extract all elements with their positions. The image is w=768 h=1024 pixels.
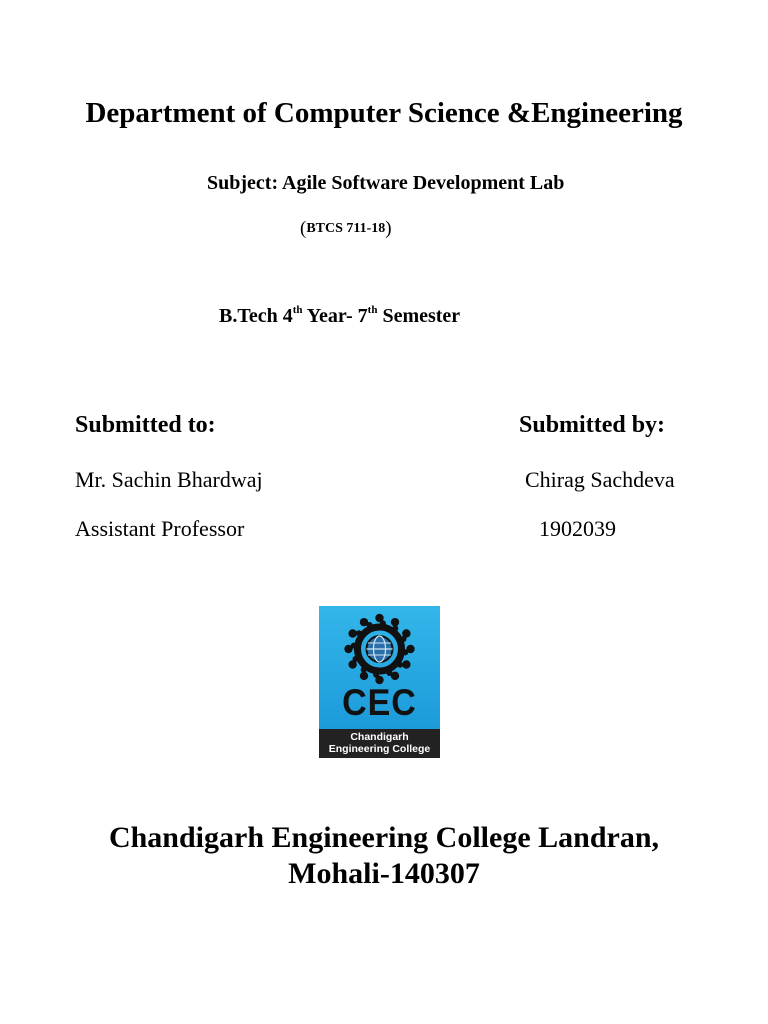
submitted-by-name: Chirag Sachdeva xyxy=(525,467,675,492)
course-code-value: BTCS 711-18 xyxy=(306,221,386,236)
logo-ring-arm xyxy=(356,630,362,636)
logo-ring-arm xyxy=(361,667,367,673)
logo-ring-arm xyxy=(352,656,358,662)
logo-ring-figure xyxy=(402,660,410,668)
college-address-line1: Chandigarh Engineering College Landran, xyxy=(108,821,660,854)
submitted-to-heading: Submitted to: xyxy=(75,412,216,438)
college-address-line2: Mohali-140307 xyxy=(288,857,480,890)
program-middle: Year- 7 xyxy=(302,305,368,327)
course-code-open-paren: ( xyxy=(300,218,307,239)
gear-ring-globe-icon xyxy=(319,606,440,686)
logo-ring-arm xyxy=(351,643,357,649)
course-code xyxy=(300,218,392,240)
program-year-sup: th xyxy=(292,304,303,316)
program-line xyxy=(219,305,460,328)
submitted-by-roll-number: 1902039 xyxy=(539,516,616,541)
logo-ring-arm xyxy=(397,662,403,668)
logo-text-line2: Engineering College xyxy=(328,743,431,755)
submitted-by-heading: Submitted by: xyxy=(519,412,666,438)
college-logo xyxy=(319,606,440,758)
program-suffix: Semester xyxy=(377,305,461,327)
submitted-to-name: Mr. Sachin Bhardwaj xyxy=(75,467,263,492)
logo-ring-figure xyxy=(348,629,356,637)
program-sem-sup: th xyxy=(367,304,378,316)
college-address xyxy=(0,820,768,892)
course-code-close-paren: ) xyxy=(385,218,392,239)
logo-ring-figure xyxy=(391,618,399,626)
logo-ring-arm xyxy=(386,670,392,676)
subject-line: Subject: Agile Software Development Lab xyxy=(207,172,565,194)
submitted-to-designation: Assistant Professor xyxy=(75,516,245,541)
logo-abbreviation: CEC xyxy=(342,682,417,723)
logo-ring-arm xyxy=(380,620,386,626)
logo-ring-figure xyxy=(360,672,368,680)
logo-ring-arm xyxy=(401,636,407,642)
logo-ring-arm xyxy=(373,672,379,678)
logo-ring-arm xyxy=(392,625,398,631)
department-title: Department of Computer Science &Engineering xyxy=(85,97,683,129)
logo-text-line1: Chandigarh xyxy=(350,731,409,743)
logo-ring-arm xyxy=(367,622,373,628)
program-prefix: B.Tech 4 xyxy=(219,305,293,327)
logo-ring-arm xyxy=(402,649,408,655)
